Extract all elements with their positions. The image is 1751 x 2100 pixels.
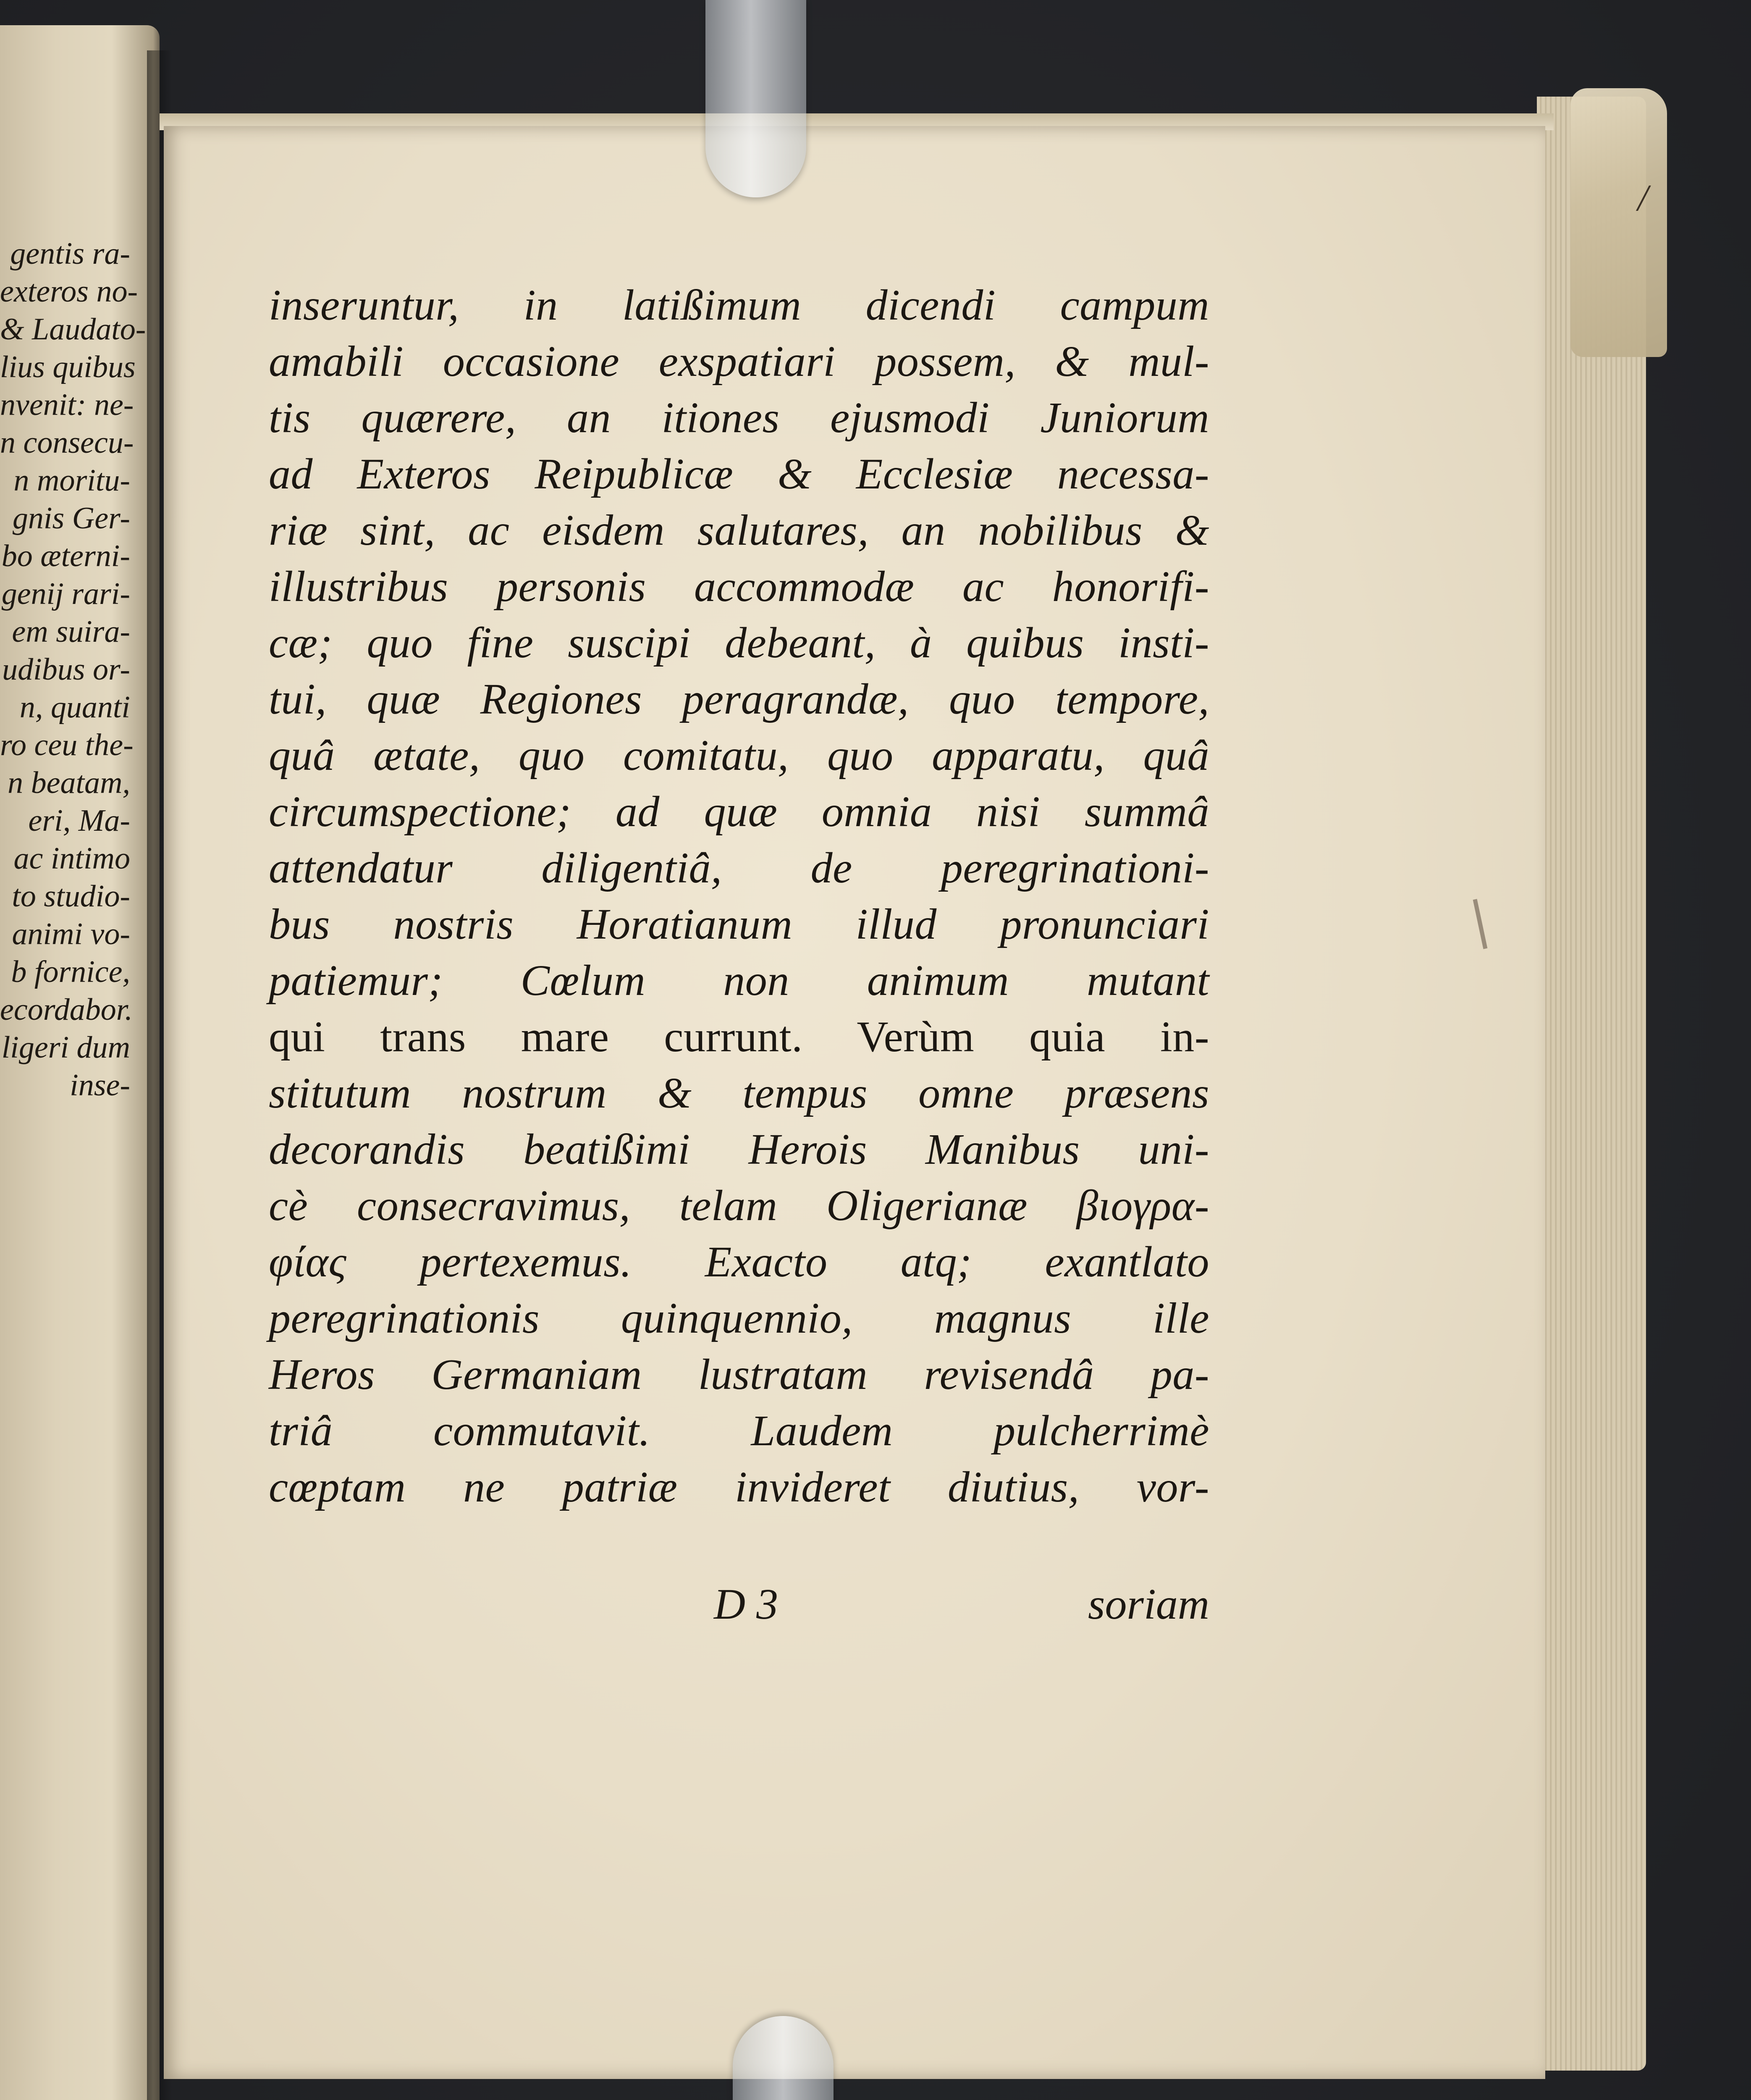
- catchword: soriam: [1088, 1580, 1209, 1628]
- text-line: attendatur diligentiâ, de peregrinationi-: [269, 844, 1209, 892]
- left-page-line: ac intimo: [13, 841, 130, 876]
- text-line: amabili occasione exspatiari possem, & mul-: [269, 337, 1209, 386]
- text-line: triâ commutavit. Laudem pulcherrimè: [269, 1407, 1209, 1455]
- text-line: inseruntur, in latißimum dicendi campum: [269, 281, 1209, 329]
- left-page-line: n, quanti: [19, 690, 130, 724]
- left-page-line: nvenit: ne-: [0, 388, 134, 422]
- left-page-line: & Laudato-: [0, 312, 146, 346]
- left-page-line: n consecu-: [0, 425, 134, 460]
- left-page-line: gnis Ger-: [12, 501, 130, 536]
- left-page-line: gentis ra-: [10, 236, 130, 271]
- text-line: ad Exteros Reipublicæ & Ecclesiæ necessa-: [269, 450, 1209, 498]
- text-line: tui, quæ Regiones peragrandæ, quo tempore,: [269, 675, 1209, 723]
- text-line: peregrinationis quinquennio, magnus ille: [269, 1294, 1209, 1342]
- text-line: circumspectione; ad quæ omnia nisi summâ: [269, 788, 1209, 836]
- left-page-line: bo æterni-: [1, 539, 130, 573]
- text-line: cè consecravimus, telam Oligerianæ βιογρα-: [269, 1181, 1209, 1230]
- text-line: cœptam ne patriæ invideret diutius, vor-: [269, 1463, 1209, 1511]
- left-page-line: b fornice,: [11, 955, 130, 989]
- text-line: patiemur; Cœlum non animum mutant: [269, 956, 1209, 1005]
- text-line: quâ ætate, quo comitatu, quo apparatu, quâ: [269, 731, 1209, 780]
- frayed-page-corner: [1570, 88, 1667, 357]
- top-book-clip: [705, 0, 806, 197]
- left-page-line: exteros no-: [0, 274, 138, 309]
- left-page-line: ligeri dum: [1, 1030, 130, 1065]
- text-line: stitutum nostrum & tempus omne præsens: [269, 1069, 1209, 1117]
- left-page-line: lius quibus: [0, 350, 136, 384]
- text-line: decorandis beatißimi Herois Manibus uni-: [269, 1125, 1209, 1173]
- left-page-text: [0, 235, 146, 1105]
- left-page-line: eri, Ma-: [28, 803, 130, 838]
- text-line: cæ; quo fine suscipi debeant, à quibus insti-: [269, 619, 1209, 667]
- text-line: tis quærere, an itiones ejusmodi Juniorum: [269, 394, 1209, 442]
- left-page-line: n beatam,: [8, 766, 130, 800]
- text-line: riæ sint, ac eisdem salutares, an nobilibus &: [269, 506, 1209, 554]
- text-line: φίας pertexemus. Exacto atq; exantlato: [269, 1238, 1209, 1286]
- signature-mark: D 3: [714, 1580, 779, 1628]
- left-facing-page: [0, 25, 160, 2100]
- page-edges: [1537, 97, 1649, 2071]
- left-page-line: em suira-: [12, 614, 130, 649]
- left-page-line: udibus or-: [2, 652, 130, 687]
- left-page-line: ro ceu the-: [0, 728, 134, 762]
- text-line: Heros Germaniam lustratam revisendâ pa-: [269, 1350, 1209, 1399]
- text-line: qui trans mare currunt. Verùm quia in-: [269, 1013, 1209, 1061]
- left-page-line: to studio-: [12, 879, 130, 914]
- left-page-line: n moritu-: [13, 463, 130, 498]
- left-page-line: ecordabor.: [0, 992, 133, 1027]
- corner-mark: /: [1638, 177, 1649, 219]
- left-page-line: animi vo-: [12, 917, 130, 951]
- page-footer: [269, 1579, 1209, 1635]
- main-text-block: [269, 277, 1209, 1515]
- left-page-line: inse-: [70, 1068, 130, 1102]
- left-page-line: genij rari-: [1, 577, 130, 611]
- text-line: illustribus personis accommodæ ac honorifi-: [269, 562, 1209, 611]
- text-line: bus nostris Horatianum illud pronunciari: [269, 900, 1209, 948]
